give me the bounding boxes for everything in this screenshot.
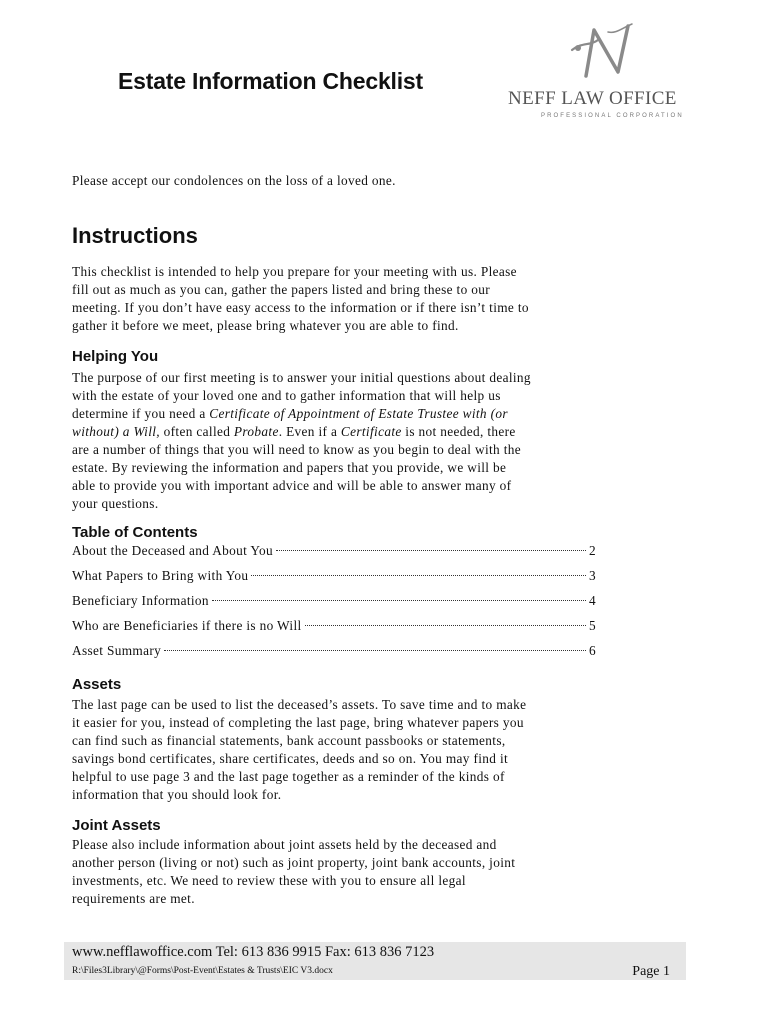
- paragraph-line: gather it before we meet, please bring whatever you are able to find.: [72, 318, 459, 333]
- paragraph-line: The purpose of our first meeting is to answer your initial questions about dealing: [72, 370, 531, 385]
- footer-contact-info: www.nefflawoffice.com Tel: 613 836 9915 Fax: 613 836 7123: [72, 944, 435, 960]
- toc-entry[interactable]: [72, 643, 596, 668]
- helping-you-paragraph: [72, 369, 531, 513]
- toc-entry[interactable]: [72, 593, 596, 618]
- footer-page-number: Page 1: [632, 964, 670, 979]
- instructions-heading: Instructions: [72, 223, 198, 248]
- paragraph-line: [72, 423, 531, 441]
- toc-dot-leader: [251, 575, 586, 576]
- paragraph-line: The last page can be used to list the deceased’s assets. To save time and to make: [72, 697, 527, 712]
- emphasis-span: without) a Will,: [72, 424, 160, 439]
- document-title: Estate Information Checklist: [118, 68, 423, 94]
- logo-firm-name: NEFF LAW OFFICE: [508, 88, 677, 109]
- neff-logo-monogram-icon: [568, 22, 638, 80]
- helping-you-heading: Helping You: [72, 348, 159, 365]
- joint-assets-paragraph: [72, 836, 515, 908]
- toc-entry-page: 5: [589, 618, 596, 633]
- emphasis-span: Probate: [233, 424, 279, 439]
- text-span: often called: [159, 424, 234, 439]
- text-span: . Even if a: [278, 424, 341, 439]
- toc-entry-page: 6: [589, 643, 596, 658]
- paragraph-line: can find such as financial statements, bank account passbooks or statements,: [72, 733, 506, 748]
- logo-subtitle: PROFESSIONAL CORPORATION: [541, 113, 684, 119]
- toc-dot-leader: [305, 625, 586, 626]
- table-of-contents-heading: Table of Contents: [72, 524, 198, 541]
- toc-entry-title: Asset Summary: [72, 643, 162, 658]
- assets-paragraph: [72, 696, 526, 804]
- paragraph-line: fill out as much as you can, gather the papers listed and bring these to our: [72, 282, 491, 297]
- paragraph-line: information that you should look for.: [72, 787, 282, 802]
- paragraph-line: your questions.: [72, 496, 159, 511]
- emphasis-span: Certificate: [340, 424, 402, 439]
- paragraph-line: able to provide you with important advice and will be able to answer many of: [72, 478, 512, 493]
- paragraph-line: helpful to use page 3 and the last page together as a reminder of the kinds of: [72, 769, 505, 784]
- toc-entry-title: About the Deceased and About You: [72, 543, 274, 558]
- toc-dot-leader: [276, 550, 586, 551]
- paragraph-line: meeting. If you don’t have easy access to the information or if there isn’t time to: [72, 300, 529, 315]
- emphasis-span: Certificate of Appointment of Estate Trustee with (or: [209, 406, 508, 421]
- paragraph-line: it easier for you, instead of completing the last page, bring whatever papers you: [72, 715, 524, 730]
- joint-assets-heading: Joint Assets: [72, 817, 161, 834]
- text-span: determine if you need a: [72, 406, 210, 421]
- toc-entry[interactable]: [72, 568, 596, 593]
- assets-heading: Assets: [72, 676, 122, 693]
- paragraph-line: [72, 405, 531, 423]
- table-of-contents: [72, 543, 596, 668]
- toc-entry-page: 4: [589, 593, 596, 608]
- toc-entry[interactable]: [72, 618, 596, 643]
- footer-file-path: R:\Files3Library\@Forms\Post-Event\Estates & Trusts\EIC V3.docx: [72, 966, 333, 976]
- toc-entry-title: What Papers to Bring with You: [72, 568, 249, 583]
- paragraph-line: savings bond certificates, share certificates, deeds and so on. You may find it: [72, 751, 509, 766]
- paragraph-line: another person (living or not) such as joint property, joint bank accounts, joint: [72, 855, 516, 870]
- text-span: is not needed, there: [401, 424, 516, 439]
- toc-entry-page: 2: [589, 543, 596, 558]
- paragraph-line: This checklist is intended to help you prepare for your meeting with us. Please: [72, 264, 517, 279]
- instructions-paragraph: [72, 263, 529, 335]
- toc-entry-title: Who are Beneficiaries if there is no Will: [72, 618, 302, 633]
- paragraph-line: requirements are met.: [72, 891, 195, 906]
- toc-entry-page: 3: [589, 568, 596, 583]
- toc-dot-leader: [212, 600, 586, 601]
- intro-text: Please accept our condolences on the loss of a loved one.: [72, 173, 396, 188]
- toc-entry-title: Beneficiary Information: [72, 593, 209, 608]
- toc-entry[interactable]: [72, 543, 596, 568]
- toc-dot-leader: [164, 650, 586, 651]
- paragraph-line: investments, etc. We need to review these with you to ensure all legal: [72, 873, 466, 888]
- page-footer: [64, 942, 686, 980]
- paragraph-line: are a number of things that you will need to know as you begin to deal with the: [72, 442, 521, 457]
- paragraph-line: estate. By reviewing the information and papers that you provide, we will be: [72, 460, 507, 475]
- paragraph-line: with the estate of your loved one and to gather information that will help us: [72, 388, 501, 403]
- paragraph-line: Please also include information about joint assets held by the deceased and: [72, 837, 497, 852]
